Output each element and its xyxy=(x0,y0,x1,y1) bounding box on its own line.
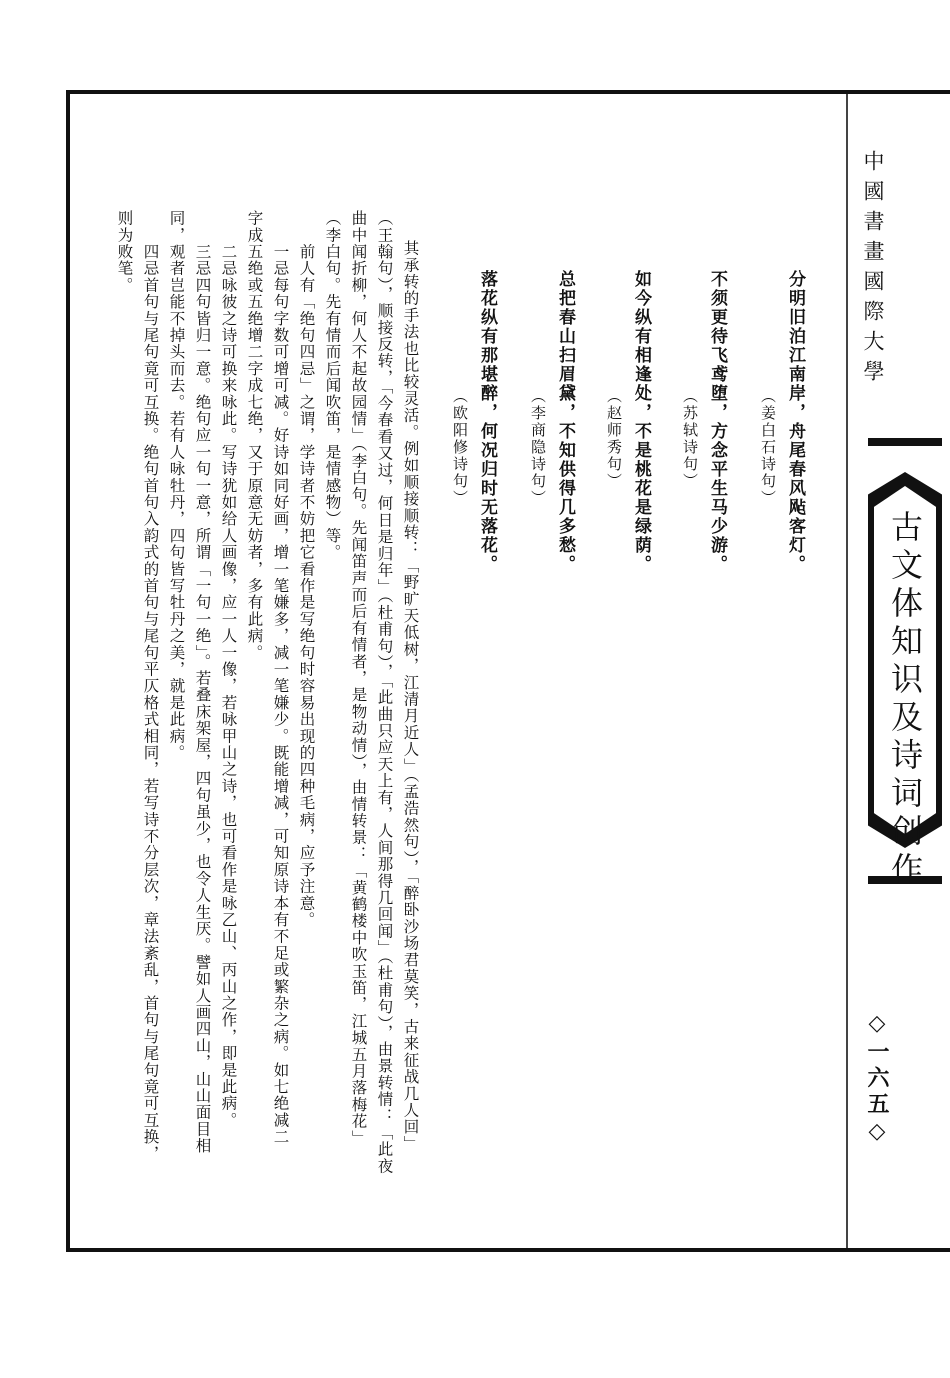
paragraph-line: 字成五绝或五绝增二字成七绝，又于原意无妨者，多有此病。 xyxy=(245,210,264,661)
poem-source: （欧阳修诗句） xyxy=(451,388,469,507)
poem-source: （苏轼诗句） xyxy=(681,388,699,490)
poem-source: （李商隐诗句） xyxy=(529,388,547,507)
page-number: ◇一六五◇ xyxy=(864,1010,890,1148)
title-top-bar xyxy=(868,438,942,446)
poem-line: 不须更待飞鸢堕，方念平生马少游。 xyxy=(707,270,727,574)
frame-top-border xyxy=(66,90,950,94)
frame-left-border xyxy=(66,90,70,1252)
paragraph-line: （李白句。先有情而后闻吹笛，是情感物）等。 xyxy=(323,210,342,561)
poem-source: （赵师秀句） xyxy=(605,388,623,490)
paragraph-line: 其承转的手法也比较灵活。例如顺接顺转：「野旷天低树，江清月近人」（孟浩然句），「醉卧沙场君莫笑，古来征战几人回」 xyxy=(401,240,420,1152)
poem-line: 落花纵有那堪醉，何况归时无落花。 xyxy=(477,270,497,574)
poem-line: 分明旧泊江南岸，舟尾春风飐客灯。 xyxy=(785,270,805,574)
paragraph-line: 二忌咏彼之诗可换来咏此。写诗犹如给人画像，应一人一像，若咏甲山之诗，也可看作是咏乙山、丙山之作，即是此病。 xyxy=(219,210,238,1129)
frame-bottom-border xyxy=(66,1248,950,1252)
poem-line: 总把春山扫眉黛，不知供得几多愁。 xyxy=(555,270,575,574)
paragraph-line: 三忌四句皆归一意。绝句应一句一意，所谓「一句一绝」。若叠床架屋，四句虽少，也令人生厌。譬如人画四山，山山面目相 xyxy=(193,210,212,1155)
paragraph-line: 同，观者岂能不掉头而去。若有人咏牡丹，四句皆写牡丹之美，就是此病。 xyxy=(167,210,186,762)
paragraph-line: 前人有「绝句四忌」之谓，学诗者不妨把它看作是写绝句时容易出现的四种毛病，应予注意。 xyxy=(297,210,316,929)
book-title: 古文体知识及诗词创作 xyxy=(886,510,924,890)
paragraph-line: 一忌每句字数可增可减。好诗如同好画，增一笔嫌多，减一笔嫌少。既能增减，可知原诗本有不足或繁杂之病。如七绝减二 xyxy=(271,210,290,1146)
paragraph-line: 则为败笔。 xyxy=(115,210,134,294)
paragraph-line: （王翰句），顺接反转，「今春看又过，何日是归年」（杜甫句），「此曲只应天上有，人间那得几回闻」（杜甫句），由景转情：「此夜 xyxy=(375,210,394,1175)
margin-divider xyxy=(846,94,848,1248)
paragraph-line: 曲中闻折柳，何人不起故园情」（李白句。先闻笛声而后有情者，是物动情），由情转景：「黄鹤楼中吹玉笛，江城五月落梅花」 xyxy=(349,210,368,1147)
poem-source: （姜白石诗句） xyxy=(759,388,777,507)
paragraph-line: 四忌首句与尾句竟可互换。绝句首句入韵式的首句与尾句平仄格式相同，若写诗不分层次，章法紊乱，首句与尾句竟可互换， xyxy=(141,210,160,1162)
university-header: 中國書畫國際大學 xyxy=(861,150,885,390)
poem-line: 如今纵有相逢处，不是桃花是绿荫。 xyxy=(631,270,651,574)
